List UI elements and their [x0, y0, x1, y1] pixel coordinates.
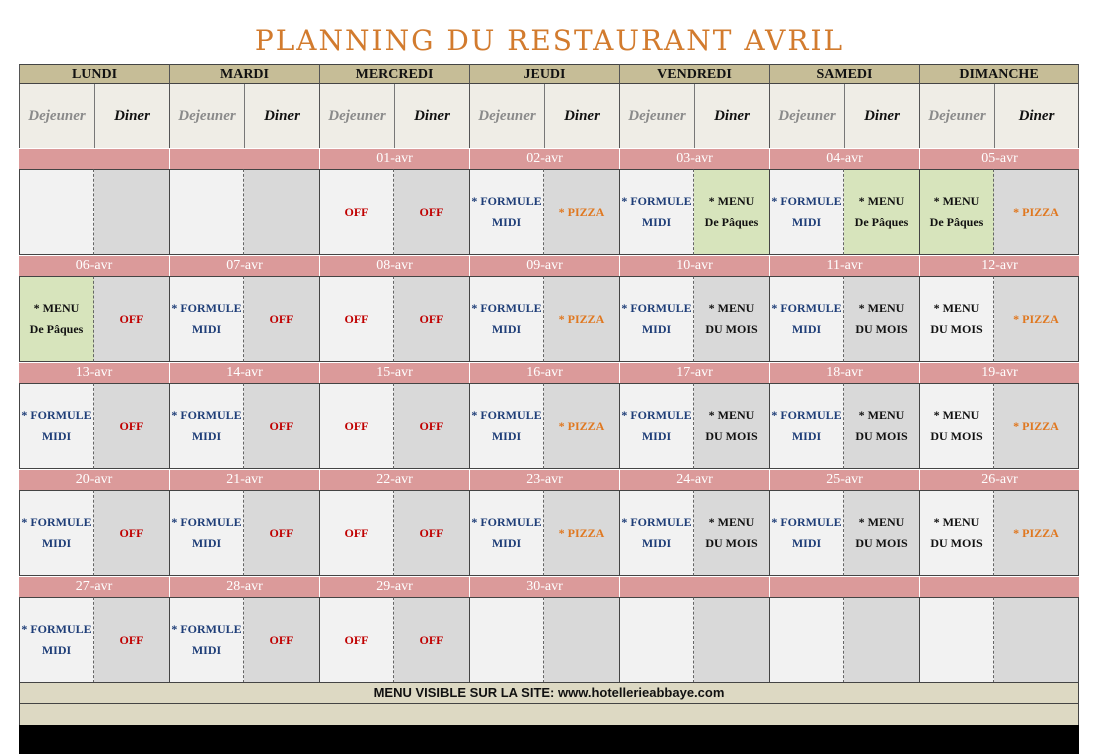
cell-line-2: DU MOIS: [855, 429, 908, 443]
week-row: [19, 597, 1079, 683]
cell-line-2: MIDI: [791, 429, 822, 443]
dinner-cell: [694, 276, 769, 362]
date-label: 05-avr: [919, 149, 1079, 169]
cell-text: [171, 405, 241, 447]
dinner-cell: [244, 490, 319, 576]
dinner-cell: [844, 276, 919, 362]
cell-line-1: * PIZZA: [558, 311, 605, 326]
dinner-cell: [94, 276, 169, 362]
cell-line-1: * FORMULE: [771, 194, 842, 208]
week-row: [19, 490, 1079, 576]
cell-line-1: OFF: [269, 311, 294, 326]
date-label: 21-avr: [169, 470, 319, 490]
lunch-cell: [169, 383, 244, 469]
date-label: 03-avr: [619, 149, 769, 169]
lunch-cell: [319, 169, 394, 255]
date-label: [19, 149, 169, 169]
footer-blank: [19, 704, 1079, 725]
cell-line-2: De Pâques: [929, 215, 984, 229]
cell-text: [621, 405, 691, 447]
cell-text: [30, 298, 84, 340]
cell-line-1: * PIZZA: [1013, 525, 1059, 540]
cell-text: [771, 191, 841, 233]
date-row: [19, 362, 1079, 383]
cell-text: [345, 202, 369, 223]
cell-line-1: OFF: [269, 525, 294, 540]
cell-line-1: * FORMULE: [771, 301, 842, 315]
cell-line-1: * MENU: [708, 515, 755, 529]
date-label: 23-avr: [469, 470, 619, 490]
cell-line-1: OFF: [344, 632, 369, 647]
cell-text: [855, 298, 907, 340]
cell-text: [120, 523, 144, 544]
day-header: MERCREDI: [319, 64, 469, 84]
lunch-cell: [319, 276, 394, 362]
dinner-cell: [844, 597, 919, 683]
cell-line-1: OFF: [344, 525, 369, 540]
date-label: 02-avr: [469, 149, 619, 169]
cell-text: [270, 630, 294, 651]
cell-line-2: DU MOIS: [855, 536, 908, 550]
cell-text: [471, 512, 541, 554]
dinner-cell: [544, 597, 619, 683]
cell-text: [855, 405, 907, 447]
dinner-cell: [694, 383, 769, 469]
cell-line-1: * FORMULE: [471, 301, 542, 315]
cell-line-1: * MENU: [858, 408, 905, 422]
dinner-cell: [994, 169, 1079, 255]
cell-line-1: * MENU: [708, 301, 755, 315]
cell-text: [345, 309, 369, 330]
cell-line-1: * FORMULE: [621, 194, 692, 208]
date-label: 25-avr: [769, 470, 919, 490]
lunch-cell: [469, 383, 544, 469]
date-label: [619, 577, 769, 597]
cell-text: [855, 512, 907, 554]
cell-line-1: * FORMULE: [621, 515, 692, 529]
dinner-cell: [994, 383, 1079, 469]
cell-text: [1013, 309, 1059, 330]
cell-line-2: MIDI: [641, 536, 672, 550]
lunch-cell: [19, 276, 94, 362]
diner-label: Diner: [94, 84, 169, 148]
cell-line-2: MIDI: [41, 429, 72, 443]
cell-text: [705, 405, 757, 447]
cell-text: [855, 191, 909, 233]
cell-line-1: OFF: [419, 204, 444, 219]
dinner-cell: [694, 490, 769, 576]
lunch-cell: [319, 597, 394, 683]
footer-note: MENU VISIBLE SUR LA SITE: www.hotellerieabbaye.com: [19, 682, 1079, 704]
date-label: 22-avr: [319, 470, 469, 490]
lunch-cell: [769, 490, 844, 576]
cell-line-2: DU MOIS: [930, 536, 983, 550]
cell-line-1: OFF: [419, 632, 444, 647]
dinner-cell: [244, 597, 319, 683]
dinner-cell: [544, 169, 619, 255]
diner-label: Diner: [544, 84, 619, 148]
lunch-cell: [19, 169, 94, 255]
day-header: SAMEDI: [769, 64, 919, 84]
planning-table: [19, 64, 1079, 683]
cell-text: [1013, 416, 1059, 437]
dinner-cell: [394, 383, 469, 469]
cell-text: [930, 512, 982, 554]
cell-text: [621, 191, 691, 233]
date-label: 30-avr: [469, 577, 619, 597]
dejeuner-label: Dejeuner: [169, 84, 244, 148]
cell-line-2: MIDI: [641, 429, 672, 443]
date-label: 18-avr: [769, 363, 919, 383]
cell-line-1: * FORMULE: [471, 194, 542, 208]
cell-text: [1013, 523, 1059, 544]
lunch-cell: [619, 490, 694, 576]
cell-text: [930, 191, 984, 233]
date-label: [919, 577, 1079, 597]
cell-text: [21, 619, 91, 661]
date-label: 20-avr: [75, 472, 113, 487]
cell-text: [270, 416, 294, 437]
cell-text: [21, 512, 91, 554]
footer-bar: [19, 725, 1079, 754]
week-row: [19, 276, 1079, 362]
cell-text: [171, 512, 241, 554]
cell-line-2: MIDI: [191, 429, 222, 443]
cell-text: [171, 619, 241, 661]
cell-line-2: MIDI: [191, 643, 222, 657]
cell-line-2: DU MOIS: [930, 429, 983, 443]
cell-line-1: * MENU: [858, 194, 905, 208]
cell-line-1: * FORMULE: [21, 408, 92, 422]
dinner-cell: [544, 383, 619, 469]
dinner-cell: [994, 276, 1079, 362]
cell-line-2: MIDI: [491, 536, 522, 550]
cell-line-2: MIDI: [641, 215, 672, 229]
lunch-cell: [919, 169, 994, 255]
cell-text: [420, 309, 444, 330]
cell-line-2: De Pâques: [29, 322, 84, 336]
dejeuner-label: Dejeuner: [319, 84, 394, 148]
cell-line-1: * FORMULE: [621, 408, 692, 422]
cell-line-1: OFF: [419, 418, 444, 433]
dinner-cell: [394, 597, 469, 683]
cell-line-2: De Pâques: [854, 215, 909, 229]
dinner-cell: [844, 169, 919, 255]
cell-text: [21, 405, 91, 447]
cell-line-2: MIDI: [41, 643, 72, 657]
lunch-cell: [19, 383, 94, 469]
lunch-cell: [319, 383, 394, 469]
cell-line-1: * PIZZA: [558, 204, 605, 219]
cell-text: [559, 202, 605, 223]
cell-line-1: * MENU: [933, 408, 980, 422]
cell-line-1: * PIZZA: [558, 525, 605, 540]
diner-label: Diner: [994, 84, 1079, 148]
lunch-cell: [469, 597, 544, 683]
dinner-cell: [844, 490, 919, 576]
cell-line-1: * FORMULE: [471, 408, 542, 422]
date-label: 10-avr: [619, 256, 769, 276]
dinner-cell: [394, 276, 469, 362]
dinner-cell: [244, 383, 319, 469]
cell-line-1: * MENU: [33, 301, 80, 315]
day-header-row: [19, 64, 1079, 84]
date-label: [769, 577, 919, 597]
dinner-cell: [394, 490, 469, 576]
date-label: 09-avr: [469, 256, 619, 276]
date-label: 07-avr: [169, 256, 319, 276]
cell-line-2: MIDI: [491, 322, 522, 336]
cell-line-1: * MENU: [708, 408, 755, 422]
cell-text: [345, 523, 369, 544]
cell-line-1: * FORMULE: [621, 301, 692, 315]
diner-label: Diner: [394, 84, 469, 148]
dinner-cell: [244, 169, 319, 255]
dinner-cell: [694, 597, 769, 683]
cell-text: [705, 512, 757, 554]
cell-line-2: MIDI: [491, 215, 522, 229]
cell-text: [420, 523, 444, 544]
cell-line-2: DU MOIS: [855, 322, 908, 336]
cell-text: [171, 298, 241, 340]
date-label: 17-avr: [619, 363, 769, 383]
cell-text: [120, 309, 144, 330]
cell-line-1: * MENU: [708, 194, 755, 208]
cell-line-1: * FORMULE: [21, 622, 92, 636]
dejeuner-label: Dejeuner: [619, 84, 694, 148]
lunch-cell: [169, 490, 244, 576]
cell-line-1: * FORMULE: [771, 408, 842, 422]
day-header: DIMANCHE: [919, 64, 1079, 84]
date-label: 29-avr: [319, 577, 469, 597]
lunch-cell: [319, 490, 394, 576]
lunch-cell: [469, 169, 544, 255]
lunch-cell: [619, 383, 694, 469]
date-label: 27-avr: [75, 579, 113, 594]
lunch-cell: [769, 169, 844, 255]
lunch-cell: [919, 597, 994, 683]
cell-line-1: * PIZZA: [1013, 204, 1059, 219]
cell-text: [420, 202, 444, 223]
date-label: [169, 149, 319, 169]
cell-text: [471, 298, 541, 340]
cell-line-1: * FORMULE: [771, 515, 842, 529]
lunch-cell: [169, 276, 244, 362]
date-label: 01-avr: [319, 149, 469, 169]
date-label: 11-avr: [769, 256, 919, 276]
lunch-cell: [619, 597, 694, 683]
lunch-cell: [169, 169, 244, 255]
cell-line-1: OFF: [269, 418, 294, 433]
dinner-cell: [994, 597, 1079, 683]
cell-line-1: OFF: [119, 525, 144, 540]
cell-text: [771, 405, 841, 447]
cell-line-1: * FORMULE: [171, 301, 242, 315]
weeks-container: [19, 148, 1079, 683]
cell-text: [771, 298, 841, 340]
cell-line-2: MIDI: [191, 322, 222, 336]
date-label: 16-avr: [469, 363, 619, 383]
cell-text: [559, 416, 605, 437]
cell-line-1: * PIZZA: [1013, 418, 1059, 433]
cell-text: [621, 512, 691, 554]
dinner-cell: [394, 169, 469, 255]
date-label: 13-avr: [75, 365, 113, 380]
cell-line-1: * MENU: [933, 515, 980, 529]
cell-line-1: OFF: [344, 418, 369, 433]
cell-line-1: OFF: [344, 204, 369, 219]
cell-text: [345, 416, 369, 437]
cell-line-1: * FORMULE: [21, 515, 92, 529]
date-label: 04-avr: [769, 149, 919, 169]
cell-text: [705, 298, 757, 340]
day-header: JEUDI: [469, 64, 619, 84]
cell-text: [120, 630, 144, 651]
cell-line-1: OFF: [119, 632, 144, 647]
cell-text: [120, 416, 144, 437]
lunch-cell: [19, 490, 94, 576]
date-label: 15-avr: [319, 363, 469, 383]
date-row: [19, 469, 1079, 490]
day-header: VENDREDI: [619, 64, 769, 84]
lunch-cell: [619, 276, 694, 362]
week-row: [19, 383, 1079, 469]
lunch-cell: [19, 597, 94, 683]
dinner-cell: [94, 597, 169, 683]
dejeuner-label: Dejeuner: [919, 84, 994, 148]
dinner-cell: [244, 276, 319, 362]
dinner-cell: [994, 490, 1079, 576]
cell-line-1: * PIZZA: [1013, 311, 1059, 326]
cell-text: [420, 416, 444, 437]
dinner-cell: [694, 169, 769, 255]
cell-text: [930, 405, 982, 447]
cell-line-2: MIDI: [791, 215, 822, 229]
cell-line-1: * MENU: [933, 301, 980, 315]
date-label: 06-avr: [75, 258, 113, 273]
dejeuner-label: Dejeuner: [469, 84, 544, 148]
date-label: 12-avr: [919, 256, 1079, 276]
dinner-cell: [544, 490, 619, 576]
date-label: 26-avr: [919, 470, 1079, 490]
date-row: [19, 148, 1079, 169]
cell-text: [771, 512, 841, 554]
cell-text: [1013, 202, 1059, 223]
dinner-cell: [94, 490, 169, 576]
cell-line-1: OFF: [344, 311, 369, 326]
date-label: 08-avr: [319, 256, 469, 276]
cell-line-2: De Pâques: [704, 215, 759, 229]
diner-label: Diner: [844, 84, 919, 148]
dinner-cell: [544, 276, 619, 362]
cell-line-2: MIDI: [791, 322, 822, 336]
cell-line-1: OFF: [269, 632, 294, 647]
cell-line-1: OFF: [119, 311, 144, 326]
cell-line-1: * FORMULE: [171, 408, 242, 422]
lunch-cell: [769, 276, 844, 362]
diner-label: Diner: [694, 84, 769, 148]
dinner-cell: [94, 383, 169, 469]
dinner-cell: [94, 169, 169, 255]
date-label: 19-avr: [919, 363, 1079, 383]
date-label: 28-avr: [169, 577, 319, 597]
cell-line-2: DU MOIS: [705, 322, 758, 336]
cell-line-2: MIDI: [491, 429, 522, 443]
cell-line-1: * FORMULE: [471, 515, 542, 529]
cell-line-1: * FORMULE: [171, 515, 242, 529]
cell-text: [420, 630, 444, 651]
cell-line-2: DU MOIS: [930, 322, 983, 336]
cell-line-1: OFF: [419, 311, 444, 326]
lunch-cell: [619, 169, 694, 255]
lunch-cell: [469, 276, 544, 362]
cell-line-2: DU MOIS: [705, 429, 758, 443]
cell-line-1: * MENU: [933, 194, 980, 208]
lunch-cell: [919, 490, 994, 576]
cell-text: [559, 309, 605, 330]
day-header: MARDI: [169, 64, 319, 84]
cell-line-1: * FORMULE: [171, 622, 242, 636]
cell-line-2: MIDI: [641, 322, 672, 336]
cell-text: [930, 298, 982, 340]
lunch-cell: [469, 490, 544, 576]
cell-text: [559, 523, 605, 544]
meal-header-row: [19, 84, 1079, 148]
cell-line-1: OFF: [119, 418, 144, 433]
lunch-cell: [769, 383, 844, 469]
cell-text: [270, 309, 294, 330]
dinner-cell: [844, 383, 919, 469]
cell-text: [621, 298, 691, 340]
cell-line-2: MIDI: [191, 536, 222, 550]
week-row: [19, 169, 1079, 255]
diner-label: Diner: [244, 84, 319, 148]
cell-line-1: OFF: [419, 525, 444, 540]
lunch-cell: [919, 276, 994, 362]
lunch-cell: [769, 597, 844, 683]
cell-line-2: MIDI: [41, 536, 72, 550]
dejeuner-label: Dejeuner: [19, 84, 94, 148]
page-title: PLANNING DU RESTAURANT AVRIL: [254, 24, 845, 57]
cell-text: [705, 191, 759, 233]
lunch-cell: [919, 383, 994, 469]
cell-line-1: * PIZZA: [558, 418, 605, 433]
date-label: 14-avr: [169, 363, 319, 383]
cell-line-1: * MENU: [858, 301, 905, 315]
date-row: [19, 576, 1079, 597]
cell-text: [471, 405, 541, 447]
lunch-cell: [169, 597, 244, 683]
cell-line-1: * MENU: [858, 515, 905, 529]
cell-line-2: DU MOIS: [705, 536, 758, 550]
cell-text: [345, 630, 369, 651]
cell-text: [471, 191, 541, 233]
cell-line-2: MIDI: [791, 536, 822, 550]
day-header: LUNDI: [19, 64, 169, 84]
dejeuner-label: Dejeuner: [769, 84, 844, 148]
date-label: 24-avr: [619, 470, 769, 490]
cell-text: [270, 523, 294, 544]
date-row: [19, 255, 1079, 276]
